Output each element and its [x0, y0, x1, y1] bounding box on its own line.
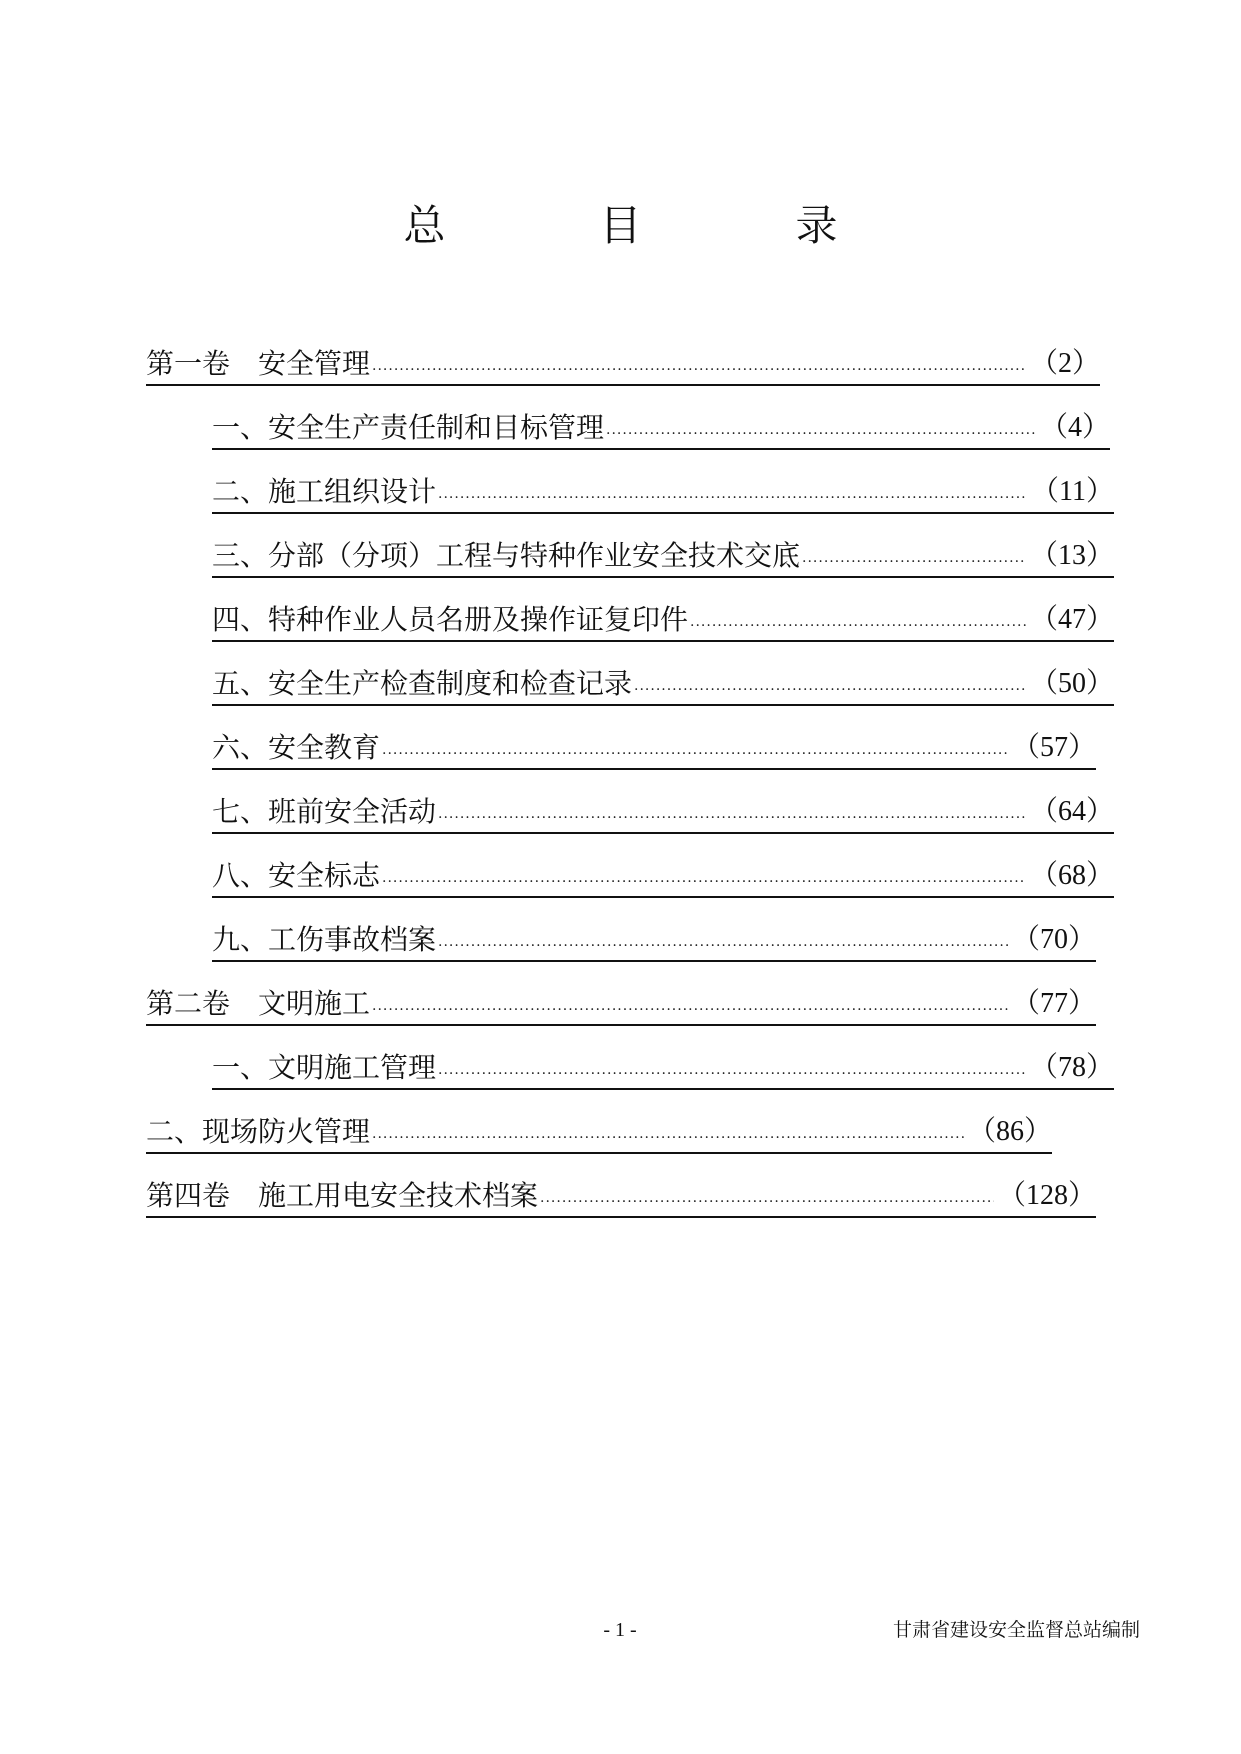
- toc-entry-label: 一、安全生产责任制和目标管理: [212, 411, 605, 444]
- toc-entry-page: （77）: [1011, 988, 1096, 1019]
- toc-entry-label: 三、分部（分项）工程与特种作业安全技术交底: [212, 539, 801, 572]
- toc-entry-page: （86）: [967, 1116, 1052, 1147]
- toc-entry-page: （70）: [1011, 924, 1096, 955]
- toc-entry-label: 一、文明施工管理: [212, 1051, 437, 1084]
- toc-leader-dots: [438, 1060, 1026, 1080]
- toc-entry-page: （47）: [1029, 604, 1114, 635]
- toc-entry-label: 六、安全教育: [212, 731, 381, 764]
- page-title: 总 目 录: [403, 201, 894, 250]
- toc-entry-page: （13）: [1029, 540, 1114, 571]
- footer-page-number: - 1 -: [603, 1619, 637, 1641]
- toc-entry-page: （4）: [1039, 412, 1110, 443]
- toc-entry-label: 七、班前安全活动: [212, 795, 437, 828]
- toc-entry-label: 四、特种作业人员名册及操作证复印件: [212, 603, 689, 636]
- toc-entry-section-1-7[interactable]: [212, 794, 1114, 834]
- toc-leader-dots: [690, 612, 1026, 632]
- toc-leader-dots: [438, 484, 1027, 504]
- toc-entry-page: （57）: [1011, 732, 1096, 763]
- toc-entry-section-1-2[interactable]: [212, 474, 1114, 514]
- toc-entry-page: （78）: [1029, 1052, 1114, 1083]
- toc-entry-section-1-1[interactable]: [212, 410, 1110, 450]
- toc-leader-dots: [382, 868, 1026, 888]
- toc-entry-section-2-1[interactable]: [212, 1050, 1114, 1090]
- toc-leader-dots: [634, 676, 1026, 696]
- toc-leader-dots: [438, 804, 1026, 824]
- toc-entry-section-1-6[interactable]: [212, 730, 1096, 770]
- toc-leader-dots: [606, 420, 1036, 440]
- toc-entry-section-1-4[interactable]: [212, 602, 1114, 642]
- toc-entry-page: （2）: [1029, 348, 1100, 379]
- toc-entry-label: 第二卷 文明施工: [146, 987, 371, 1020]
- toc-entry-label: 第四卷 施工用电安全技术档案: [146, 1179, 539, 1212]
- toc-entry-page: （50）: [1029, 668, 1114, 699]
- toc-leader-dots: [438, 932, 1008, 952]
- toc-entry-section-1-3[interactable]: [212, 538, 1114, 578]
- toc-entry-page: （68）: [1029, 860, 1114, 891]
- toc-entry-label: 九、工伤事故档案: [212, 923, 437, 956]
- toc-entry-section-2-2[interactable]: [146, 1114, 1052, 1154]
- toc-leader-dots: [540, 1188, 994, 1208]
- toc-entry-section-1-5[interactable]: [212, 666, 1114, 706]
- toc-entry-section-1-9[interactable]: [212, 922, 1096, 962]
- toc-entry-section-1-8[interactable]: [212, 858, 1114, 898]
- toc-leader-dots: [372, 1124, 964, 1144]
- toc-entry-label: 二、现场防火管理: [146, 1115, 371, 1148]
- toc-entry-page: （128）: [997, 1180, 1096, 1211]
- toc-leader-dots: [802, 548, 1026, 568]
- toc-entry-volume-2[interactable]: [146, 986, 1096, 1026]
- toc-leader-dots: [372, 356, 1026, 376]
- toc-entry-label: 八、安全标志: [212, 859, 381, 892]
- toc-leader-dots: [382, 740, 1008, 760]
- toc-entry-label: 五、安全生产检查制度和检查记录: [212, 667, 633, 700]
- toc-entry-label: 二、施工组织设计: [212, 475, 437, 508]
- toc-entry-page: （64）: [1029, 796, 1114, 827]
- toc-entry-page: （11）: [1031, 476, 1114, 507]
- toc-leader-dots: [372, 996, 1008, 1016]
- footer-organization: 甘肃省建设安全监督总站编制: [892, 1619, 1140, 1641]
- toc-entry-volume-1[interactable]: [146, 346, 1100, 386]
- toc-entry-volume-4[interactable]: [146, 1178, 1096, 1218]
- toc-entry-label: 第一卷 安全管理: [146, 347, 371, 380]
